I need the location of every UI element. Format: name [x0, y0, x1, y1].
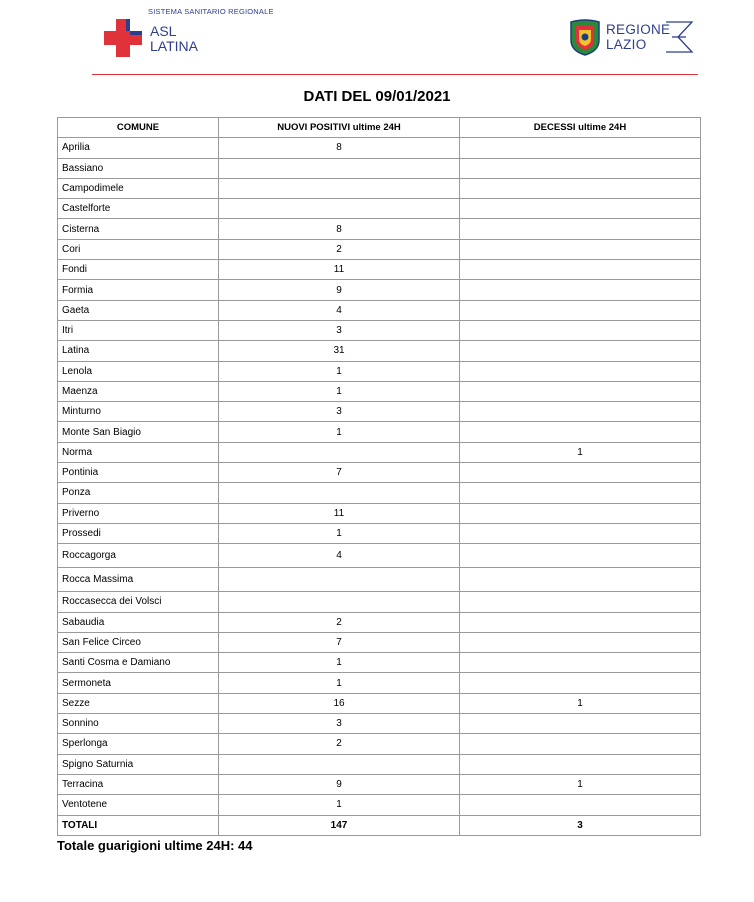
cell-comune: Sabaudia — [58, 612, 219, 632]
cell-comune: Gaeta — [58, 300, 219, 320]
table-row — [58, 592, 701, 612]
column-header-nuovi-positivi: NUOVI POSITIVI ultime 24H — [219, 118, 460, 138]
cell-decessi — [460, 463, 701, 483]
cell-nuovi-positivi: 1 — [219, 422, 460, 442]
table-body — [58, 138, 701, 836]
cell-nuovi-positivi: 1 — [219, 523, 460, 543]
cell-comune: Rocca Massima — [58, 568, 219, 592]
cell-decessi — [460, 673, 701, 693]
red-cross-icon — [104, 19, 142, 57]
table-row — [58, 754, 701, 774]
cell-decessi — [460, 199, 701, 219]
table-header-row — [58, 118, 701, 138]
table-row — [58, 422, 701, 442]
cell-comune: Maenza — [58, 381, 219, 401]
cell-nuovi-positivi: 31 — [219, 341, 460, 361]
column-header-comune: COMUNE — [58, 118, 219, 138]
cell-nuovi-positivi — [219, 178, 460, 198]
cell-comune: Priverno — [58, 503, 219, 523]
cell-decessi — [460, 592, 701, 612]
cell-decessi — [460, 158, 701, 178]
cell-nuovi-positivi: 2 — [219, 239, 460, 259]
table-row — [58, 219, 701, 239]
cell-nuovi-positivi: 2 — [219, 612, 460, 632]
cell-nuovi-positivi — [219, 158, 460, 178]
cell-nuovi-positivi: 8 — [219, 219, 460, 239]
cell-decessi — [460, 483, 701, 503]
cell-comune: Castelforte — [58, 199, 219, 219]
cell-comune: Minturno — [58, 402, 219, 422]
cell-comune: Ventotene — [58, 795, 219, 815]
cell-comune: Campodimele — [58, 178, 219, 198]
lazio-line1: REGIONE — [606, 22, 671, 37]
document-title: DATI DEL 09/01/2021 — [303, 88, 451, 105]
cell-nuovi-positivi — [219, 442, 460, 462]
cell-comune: Pontinia — [58, 463, 219, 483]
cell-decessi — [460, 568, 701, 592]
table-row — [58, 341, 701, 361]
table-row — [58, 320, 701, 340]
totals-nuovi-positivi: 147 — [219, 815, 460, 835]
cell-nuovi-positivi: 1 — [219, 673, 460, 693]
totals-decessi: 3 — [460, 815, 701, 835]
cell-comune: Itri — [58, 320, 219, 340]
table-row — [58, 673, 701, 693]
cell-comune: Formia — [58, 280, 219, 300]
asl-subtitle: SISTEMA SANITARIO REGIONALE — [148, 7, 274, 16]
cell-nuovi-positivi: 1 — [219, 653, 460, 673]
cell-decessi — [460, 178, 701, 198]
cell-comune: Monte San Biagio — [58, 422, 219, 442]
cell-decessi — [460, 361, 701, 381]
table-row — [58, 361, 701, 381]
cell-comune: Sperlonga — [58, 734, 219, 754]
table-row — [58, 463, 701, 483]
cell-decessi — [460, 219, 701, 239]
cell-nuovi-positivi: 7 — [219, 632, 460, 652]
table-row — [58, 632, 701, 652]
cell-comune: Roccasecca dei Volsci — [58, 592, 219, 612]
cell-nuovi-positivi: 4 — [219, 544, 460, 568]
cell-nuovi-positivi — [219, 592, 460, 612]
cell-nuovi-positivi — [219, 568, 460, 592]
cell-decessi — [460, 422, 701, 442]
table-row — [58, 300, 701, 320]
table-row — [58, 158, 701, 178]
table-row — [58, 483, 701, 503]
cell-nuovi-positivi — [219, 199, 460, 219]
cell-comune: Cisterna — [58, 219, 219, 239]
cell-nuovi-positivi: 11 — [219, 503, 460, 523]
table-row — [58, 544, 701, 568]
cell-decessi — [460, 544, 701, 568]
column-header-decessi: DECESSI ultime 24H — [460, 118, 701, 138]
table-row — [58, 523, 701, 543]
cell-decessi — [460, 239, 701, 259]
cell-comune: Prossedi — [58, 523, 219, 543]
table-row — [58, 795, 701, 815]
cell-comune: Cori — [58, 239, 219, 259]
cell-comune: Sermoneta — [58, 673, 219, 693]
cell-nuovi-positivi — [219, 754, 460, 774]
cell-nuovi-positivi: 11 — [219, 260, 460, 280]
table-row — [58, 503, 701, 523]
cell-decessi — [460, 795, 701, 815]
cell-comune: Latina — [58, 341, 219, 361]
cell-comune: Norma — [58, 442, 219, 462]
table-row — [58, 568, 701, 592]
table-row — [58, 402, 701, 422]
regione-lazio-logo — [568, 18, 698, 58]
table-row — [58, 774, 701, 794]
cell-nuovi-positivi: 3 — [219, 714, 460, 734]
cell-comune: Bassiano — [58, 158, 219, 178]
cell-nuovi-positivi: 16 — [219, 693, 460, 713]
table-row — [58, 280, 701, 300]
lazio-x-mark-icon — [664, 18, 694, 56]
cell-comune: Fondi — [58, 260, 219, 280]
cell-comune: Sonnino — [58, 714, 219, 734]
cell-comune: Spigno Saturnia — [58, 754, 219, 774]
total-recoveries: Totale guarigioni ultime 24H: 44 — [57, 838, 253, 853]
cell-decessi — [460, 503, 701, 523]
cell-nuovi-positivi — [219, 483, 460, 503]
table-row — [58, 734, 701, 754]
asl-latina-logo — [104, 4, 304, 60]
totals-row — [58, 815, 701, 835]
cell-comune: Lenola — [58, 361, 219, 381]
document-header — [0, 0, 754, 80]
asl-line1: ASL — [150, 23, 177, 39]
cell-nuovi-positivi: 8 — [219, 138, 460, 158]
header-divider — [92, 74, 698, 75]
cell-nuovi-positivi: 4 — [219, 300, 460, 320]
covid-data-table — [57, 117, 701, 836]
cell-nuovi-positivi: 1 — [219, 795, 460, 815]
totals-label: TOTALI — [58, 815, 219, 835]
cell-decessi — [460, 341, 701, 361]
cell-decessi: 1 — [460, 442, 701, 462]
table-row — [58, 693, 701, 713]
cell-decessi — [460, 714, 701, 734]
asl-line2: LATINA — [150, 38, 198, 54]
cell-decessi — [460, 734, 701, 754]
cell-comune: Sezze — [58, 693, 219, 713]
table-row — [58, 442, 701, 462]
cell-decessi — [460, 612, 701, 632]
cell-comune: Ponza — [58, 483, 219, 503]
cell-decessi — [460, 300, 701, 320]
cell-decessi — [460, 320, 701, 340]
cell-nuovi-positivi: 1 — [219, 381, 460, 401]
cell-decessi: 1 — [460, 774, 701, 794]
table-row — [58, 239, 701, 259]
asl-name — [150, 24, 198, 54]
cell-nuovi-positivi: 1 — [219, 361, 460, 381]
table-row — [58, 260, 701, 280]
cell-decessi — [460, 138, 701, 158]
cell-comune: Terracina — [58, 774, 219, 794]
cell-comune: Roccagorga — [58, 544, 219, 568]
cell-decessi — [460, 381, 701, 401]
cell-nuovi-positivi: 3 — [219, 320, 460, 340]
cell-decessi — [460, 523, 701, 543]
cell-decessi: 1 — [460, 693, 701, 713]
cell-nuovi-positivi: 3 — [219, 402, 460, 422]
cell-nuovi-positivi: 9 — [219, 774, 460, 794]
cell-decessi — [460, 280, 701, 300]
cell-decessi — [460, 632, 701, 652]
table-row — [58, 381, 701, 401]
cell-comune: San Felice Circeo — [58, 632, 219, 652]
cell-decessi — [460, 754, 701, 774]
cell-nuovi-positivi: 7 — [219, 463, 460, 483]
table-row — [58, 199, 701, 219]
cell-decessi — [460, 260, 701, 280]
cell-decessi — [460, 653, 701, 673]
table-row — [58, 178, 701, 198]
lazio-line2: LAZIO — [606, 37, 647, 52]
cell-decessi — [460, 402, 701, 422]
table-row — [58, 653, 701, 673]
table-row — [58, 714, 701, 734]
table-row — [58, 612, 701, 632]
lazio-name — [606, 22, 670, 52]
cell-comune: Santi Cosma e Damiano — [58, 653, 219, 673]
cell-nuovi-positivi: 9 — [219, 280, 460, 300]
regione-lazio-emblem-icon — [568, 18, 602, 56]
table-row — [58, 138, 701, 158]
cell-nuovi-positivi: 2 — [219, 734, 460, 754]
cell-comune: Aprilia — [58, 138, 219, 158]
